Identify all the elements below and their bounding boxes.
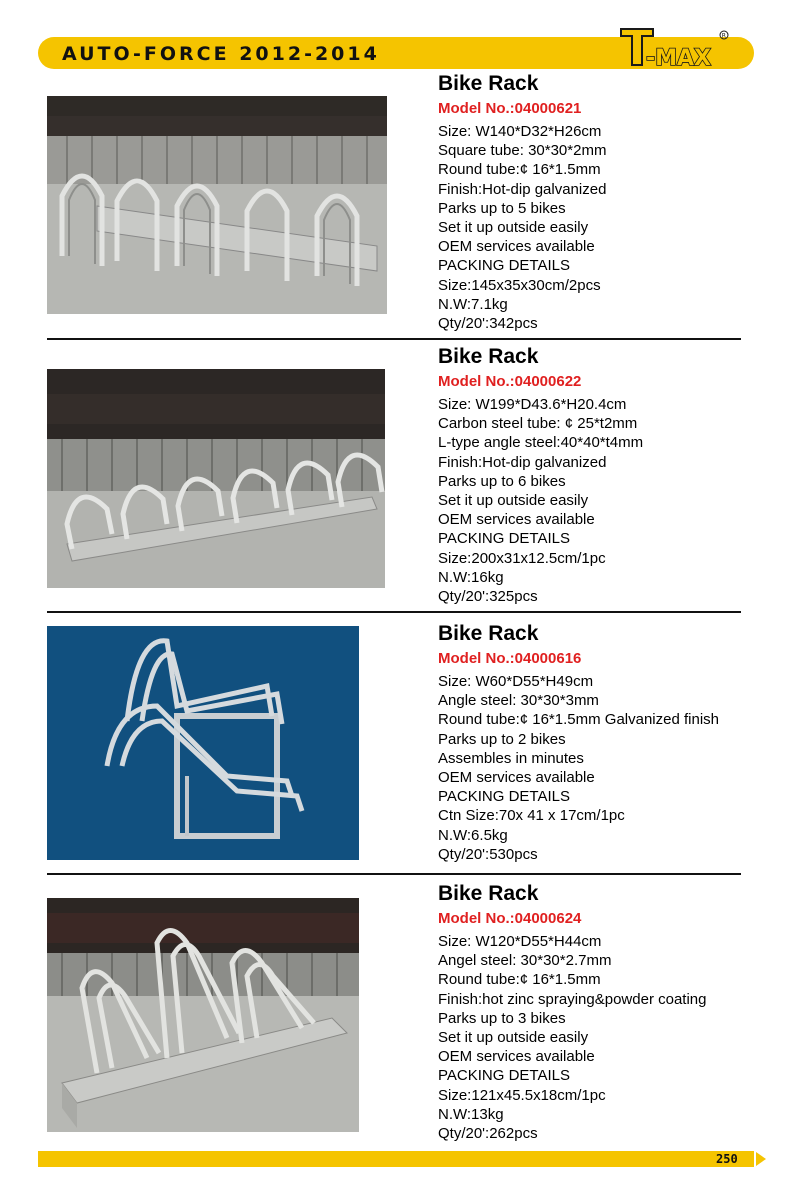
spec-line: Size:121x45.5x18cm/1pc [438, 1086, 606, 1104]
product-model-number: Model No.:04000616 [438, 650, 582, 667]
product-info-04000622 [438, 344, 778, 606]
spec-line: Parks up to 3 bikes [438, 1009, 566, 1027]
spec-line: Size:200x31x12.5cm/1pc [438, 549, 606, 567]
catalog-title: AUTO-FORCE 2012-2014 [62, 43, 380, 65]
svg-text:R: R [721, 32, 726, 40]
spec-line: OEM services available [438, 769, 595, 787]
spec-line: OEM services available [438, 511, 595, 529]
spec-line: Ctn Size:70x 41 x 17cm/1pc [438, 807, 625, 825]
spec-line: Assembles in minutes [438, 749, 584, 767]
spec-line: N.W:13kg [438, 1105, 504, 1123]
spec-line: Parks up to 6 bikes [438, 472, 566, 490]
spec-line: Round tube:¢ 16*1.5mm Galvanized finish [438, 711, 720, 729]
footer-bar [38, 1151, 754, 1167]
spec-line: Qty/20':342pcs [438, 315, 538, 333]
product-model-number: Model No.:04000622 [438, 373, 582, 390]
page-number: 250 [716, 1152, 738, 1166]
spec-line: Square tube: 30*30*2mm [438, 142, 607, 160]
spec-line: PACKING DETAILS [438, 788, 570, 806]
product-title: Bike Rack [438, 622, 539, 645]
spec-line: Size:145x35x30cm/2pcs [438, 276, 601, 294]
spec-line: Round tube:¢ 16*1.5mm [438, 971, 601, 989]
spec-line: Parks up to 5 bikes [438, 199, 566, 217]
product-model-number: Model No.:04000624 [438, 910, 582, 927]
product-title: Bike Rack [438, 345, 539, 368]
spec-line: Round tube:¢ 16*1.5mm [438, 161, 601, 179]
spec-line: OEM services available [438, 238, 595, 256]
spec-line: OEM services available [438, 1048, 595, 1066]
spec-line: L-type angle steel:40*40*t4mm [438, 434, 644, 452]
product-model-number: Model No.:04000621 [438, 100, 582, 117]
product-info-04000616 [438, 621, 778, 864]
spec-line: PACKING DETAILS [438, 1067, 570, 1085]
spec-line: Angel steel: 30*30*2.7mm [438, 952, 612, 970]
section-divider [47, 873, 741, 875]
spec-line: PACKING DETAILS [438, 257, 570, 275]
spec-line: Qty/20':262pcs [438, 1125, 538, 1143]
next-arrow-icon [754, 1151, 768, 1167]
product-photo-04000616 [47, 626, 359, 860]
product-title: Bike Rack [438, 882, 539, 905]
spec-line: PACKING DETAILS [438, 530, 570, 548]
spec-line: Size: W60*D55*H49cm [438, 673, 594, 690]
spec-line: Finish:Hot-dip galvanized [438, 180, 607, 198]
section-divider [47, 611, 741, 613]
svg-text:-MAX: -MAX [646, 46, 712, 70]
spec-line: N.W:7.1kg [438, 295, 508, 313]
product-info-04000624 [438, 881, 778, 1143]
spec-line: Set it up outside easily [438, 1029, 589, 1047]
tmax-logo-icon [616, 26, 732, 70]
product-info-04000621 [438, 71, 778, 333]
product-title: Bike Rack [438, 72, 539, 95]
spec-line: Carbon steel tube: ¢ 25*t2mm [438, 415, 638, 433]
spec-line: Angle steel: 30*30*3mm [438, 692, 599, 710]
spec-line: Parks up to 2 bikes [438, 730, 566, 748]
brand-logo [616, 26, 732, 70]
spec-line: Set it up outside easily [438, 492, 589, 510]
product-photo-04000622 [47, 369, 385, 588]
spec-line: Size: W140*D32*H26cm [438, 123, 602, 140]
spec-line: Qty/20':530pcs [438, 845, 538, 863]
spec-line: Set it up outside easily [438, 219, 589, 237]
section-divider [47, 338, 741, 340]
spec-line: Size: W120*D55*H44cm [438, 933, 602, 950]
spec-line: Finish:hot zinc spraying&powder coating [438, 990, 707, 1008]
spec-line: Qty/20':325pcs [438, 588, 538, 606]
spec-line: N.W:6.5kg [438, 826, 508, 844]
product-photo-04000621 [47, 96, 387, 314]
spec-line: Finish:Hot-dip galvanized [438, 453, 607, 471]
spec-line: N.W:16kg [438, 568, 504, 586]
spec-line: Size: W199*D43.6*H20.4cm [438, 396, 627, 413]
product-photo-04000624 [47, 898, 359, 1132]
